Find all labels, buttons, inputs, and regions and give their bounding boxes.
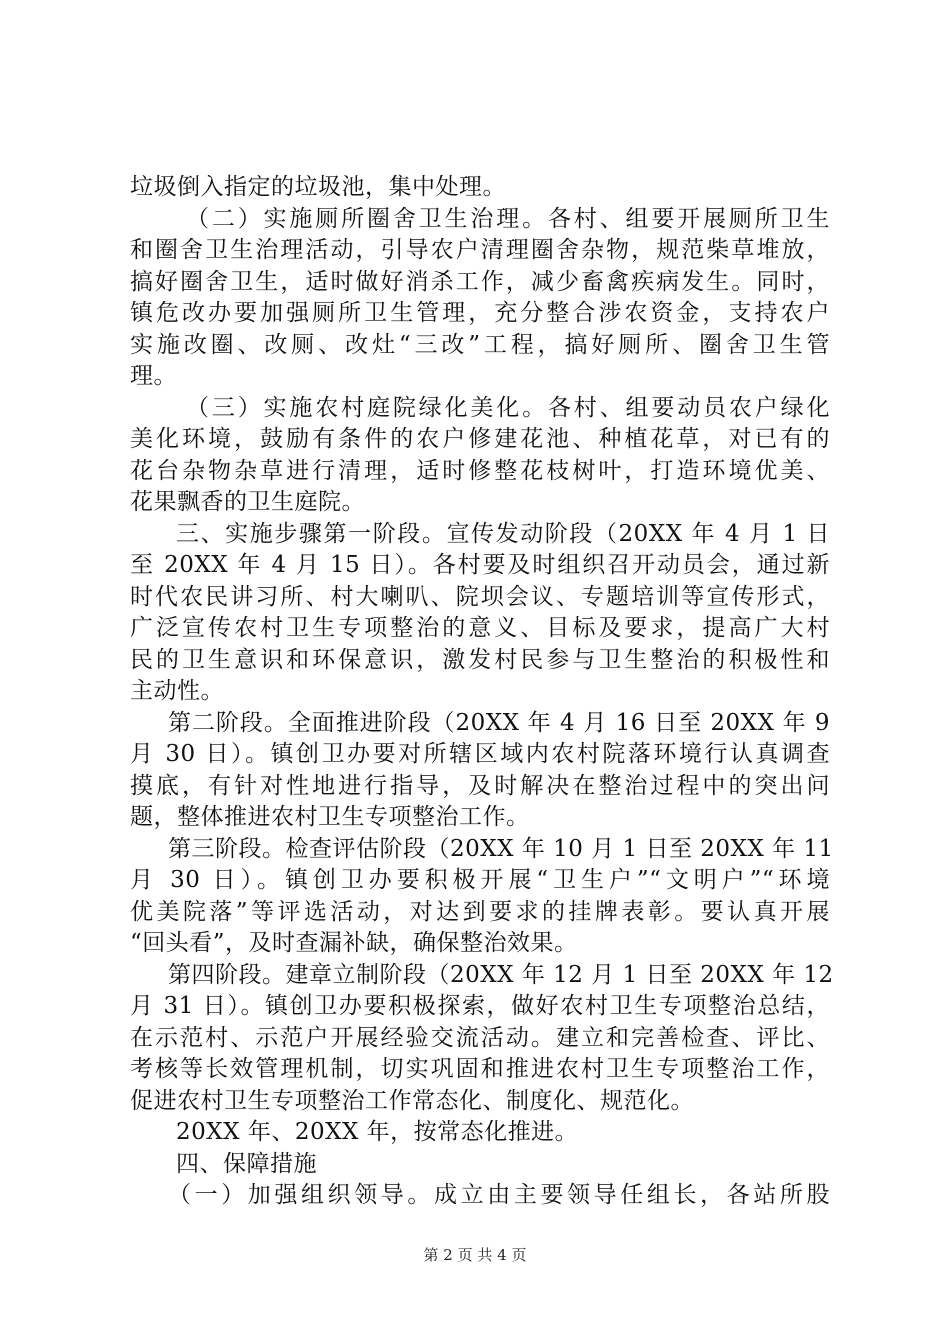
text-line: 月 30 日）。镇创卫办要对所辖区域内农村院落环境行认真调查 <box>130 741 830 767</box>
text-line: 促进农村卫生专项整治工作常态化、制度化、规范化。 <box>130 1087 694 1114</box>
text-line: 主动性。 <box>130 678 224 704</box>
text-line: 花果飘香的卫生庭院。 <box>130 489 365 515</box>
page-footer <box>0 1244 950 1265</box>
text-line: 在示范村、示范户开展经验交流活动。建立和完善检查、评比、 <box>130 1024 830 1051</box>
text-line: 时代农民讲习所、村大喇叭、院坝会议、专题培训等宣传形式， <box>130 583 830 610</box>
text-line: “回头看”，及时查漏补缺，确保整治效果。 <box>130 930 578 956</box>
text-line: 四、保障措施 <box>176 1150 317 1177</box>
text-line: 月 31 日）。镇创卫办要积极探索，做好农村卫生专项整治总结， <box>130 993 830 1019</box>
text-line: 第四阶段。建章立制阶段（20XX 年 12 月 1 日至 20XX 年 12 <box>168 961 834 988</box>
text-line: 和圈舍卫生治理活动，引导农户清理圈舍杂物，规范柴草堆放， <box>130 237 830 263</box>
document-body <box>130 172 834 1212</box>
text-line: 三、实施步骤第一阶段。宣传发动阶段（20XX 年 4 月 1 日 <box>176 520 830 547</box>
text-line: 20XX 年、20XX 年，按常态化推进。 <box>176 1119 579 1145</box>
text-line: 优美院落”等评选活动，对达到要求的挂牌表彰。要认真开展 <box>130 898 830 925</box>
text-line: 镇危改办要加强厕所卫生管理，充分整合涉农资金，支持农户 <box>130 300 830 326</box>
text-line: （三）实施农村庭院绿化美化。各村、组要动员农户绿化 <box>186 394 830 421</box>
page-number-label: 第 2 页 共 4 页 <box>423 1246 527 1264</box>
text-line: 第二阶段。全面推进阶段（20XX 年 4 月 16 日至 20XX 年 9 <box>168 709 830 736</box>
text-line: 月 30 日）。镇创卫办要积极开展“卫生户”“文明户”“环境 <box>130 867 830 893</box>
text-line: 民的卫生意识和环保意识，激发村民参与卫生整治的积极性和 <box>130 646 830 673</box>
text-line: 第三阶段。检查评估阶段（20XX 年 10 月 1 日至 20XX 年 11 <box>168 835 834 862</box>
text-line: 至 20XX 年 4 月 15 日）。各村要及时组织召开动员会，通过新 <box>130 552 830 578</box>
text-line: 题，整体推进农村卫生专项整治工作。 <box>130 804 530 830</box>
text-line: （二）实施厕所圈舍卫生治理。各村、组要开展厕所卫生 <box>186 205 830 232</box>
text-line: （一）加强组织领导。成立由主要领导任组长，各站所股 <box>168 1182 830 1208</box>
text-line: 花台杂物杂草进行清理，适时修整花枝树叶，打造环境优美、 <box>130 457 830 484</box>
text-line: 摸底，有针对性地进行指导，及时解决在整治过程中的突出问 <box>130 772 830 799</box>
text-line: 搞好圈舍卫生，适时做好消杀工作，减少畜禽疾病发生。同时， <box>130 268 830 295</box>
text-line: 广泛宣传农村卫生专项整治的意义、目标及要求，提高广大村 <box>130 615 830 641</box>
text-line: 美化环境，鼓励有条件的农户修建花池、种植花草，对已有的 <box>130 426 830 452</box>
text-line: 考核等长效管理机制，切实巩固和推进农村卫生专项整治工作， <box>130 1056 830 1082</box>
text-line: 垃圾倒入指定的垃圾池，集中处理。 <box>130 174 506 200</box>
text-line: 理。 <box>130 363 177 389</box>
text-line: 实施改圈、改厕、改灶“三改”工程，搞好厕所、圈舍卫生管 <box>130 331 830 358</box>
